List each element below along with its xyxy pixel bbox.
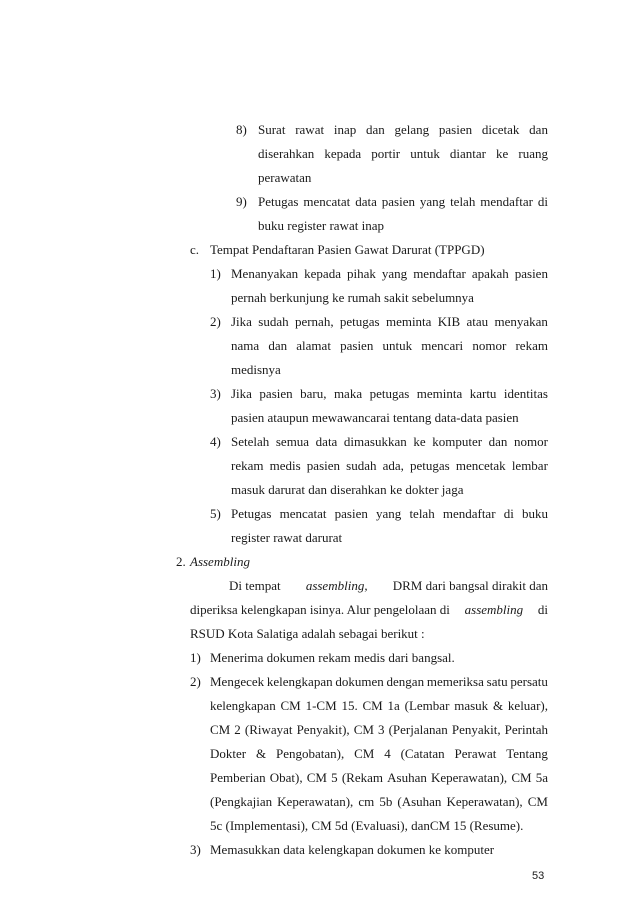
list-item-line: rekam medis pasien sudah ada, petugas mencetak lembar xyxy=(231,458,548,473)
list-item-line: Menerima dokumen rekam medis dari bangsal. xyxy=(210,650,455,665)
paragraph-line: Di tempat assembling, DRM dari bangsal dirakit dan xyxy=(229,578,548,593)
list-item-line: medisnya xyxy=(231,362,281,377)
section-number: 2. xyxy=(176,554,186,569)
list-number: 3) xyxy=(210,386,221,401)
list-item-line: nama dan alamat pasien untuk mencari nomor rekam xyxy=(231,338,548,353)
list-item-line: buku register rawat inap xyxy=(258,218,384,233)
list-item-line: pernah berkunjung ke rumah sakit sebelumnya xyxy=(231,290,474,305)
list-item-line: register rawat darurat xyxy=(231,530,343,545)
list-item-line: Mengecek kelengkapan dokumen dengan memeriksa satu persatu xyxy=(210,674,548,689)
list-item-line: Setelah semua data dimasukkan ke komputer dan nomor xyxy=(231,434,548,449)
list-item-line: 5c (Implementasi), CM 5d (Evaluasi), danCM 15 (Resume). xyxy=(210,818,524,833)
list-item-line: (Pengkajian Keperawatan), cm 5b (Asuhan Keperawatan), CM xyxy=(210,794,548,809)
list-number: 4) xyxy=(210,434,221,449)
list-item-line: Petugas mencatat data pasien yang telah mendaftar di xyxy=(258,194,548,209)
section-heading: Assembling xyxy=(190,554,250,569)
section-heading: Tempat Pendaftaran Pasien Gawat Darurat (TPPGD) xyxy=(210,242,485,257)
list-number: 5) xyxy=(210,506,221,521)
list-number: 9) xyxy=(236,194,247,209)
list-item-line: Memasukkan data kelengkapan dokumen ke komputer xyxy=(210,842,495,857)
list-number: 2) xyxy=(190,674,201,689)
list-item-line: CM 2 (Riwayat Penyakit), CM 3 (Perjalanan Penyakit, Perintah xyxy=(210,722,548,737)
paragraph-line: RSUD Kota Salatiga adalah sebagai berikut : xyxy=(190,626,425,641)
list-item-line: perawatan xyxy=(258,170,312,185)
list-item-line: diserahkan kepada portir untuk diantar ke ruang xyxy=(258,146,548,161)
list-item-line: Jika pasien baru, maka petugas meminta kartu identitas xyxy=(231,386,548,401)
list-item-line: Surat rawat inap dan gelang pasien dicetak dan xyxy=(258,122,548,137)
list-number: 1) xyxy=(190,650,201,665)
list-item-line: pasien ataupun mewawancarai tentang data-data pasien xyxy=(231,410,519,425)
list-number: 2) xyxy=(210,314,221,329)
list-item-line: masuk darurat dan diserahkan ke dokter jaga xyxy=(231,482,464,497)
list-item-line: Pemberian Obat), CM 5 (Rekam Asuhan Keperawatan), CM 5a xyxy=(210,770,548,785)
list-item-line: kelengkapan CM 1-CM 15. CM 1a (Lembar masuk & keluar), xyxy=(210,698,548,713)
list-item-line: Petugas mencatat pasien yang telah mendaftar di buku xyxy=(231,506,548,521)
list-item-line: Menanyakan kepada pihak yang mendaftar apakah pasien xyxy=(231,266,548,281)
section-letter: c. xyxy=(190,242,200,257)
list-number: 1) xyxy=(210,266,221,281)
list-item-line: Jika sudah pernah, petugas meminta KIB atau menyakan xyxy=(231,314,548,329)
paragraph-line: diperiksa kelengkapan isinya. Alur pengelolaan di assembling di xyxy=(190,602,548,617)
list-item-line: Dokter & Pengobatan), CM 4 (Catatan Perawat Tentang xyxy=(210,746,548,761)
list-number: 8) xyxy=(236,122,247,137)
list-number: 3) xyxy=(190,842,201,857)
page-number: 53 xyxy=(532,870,545,882)
